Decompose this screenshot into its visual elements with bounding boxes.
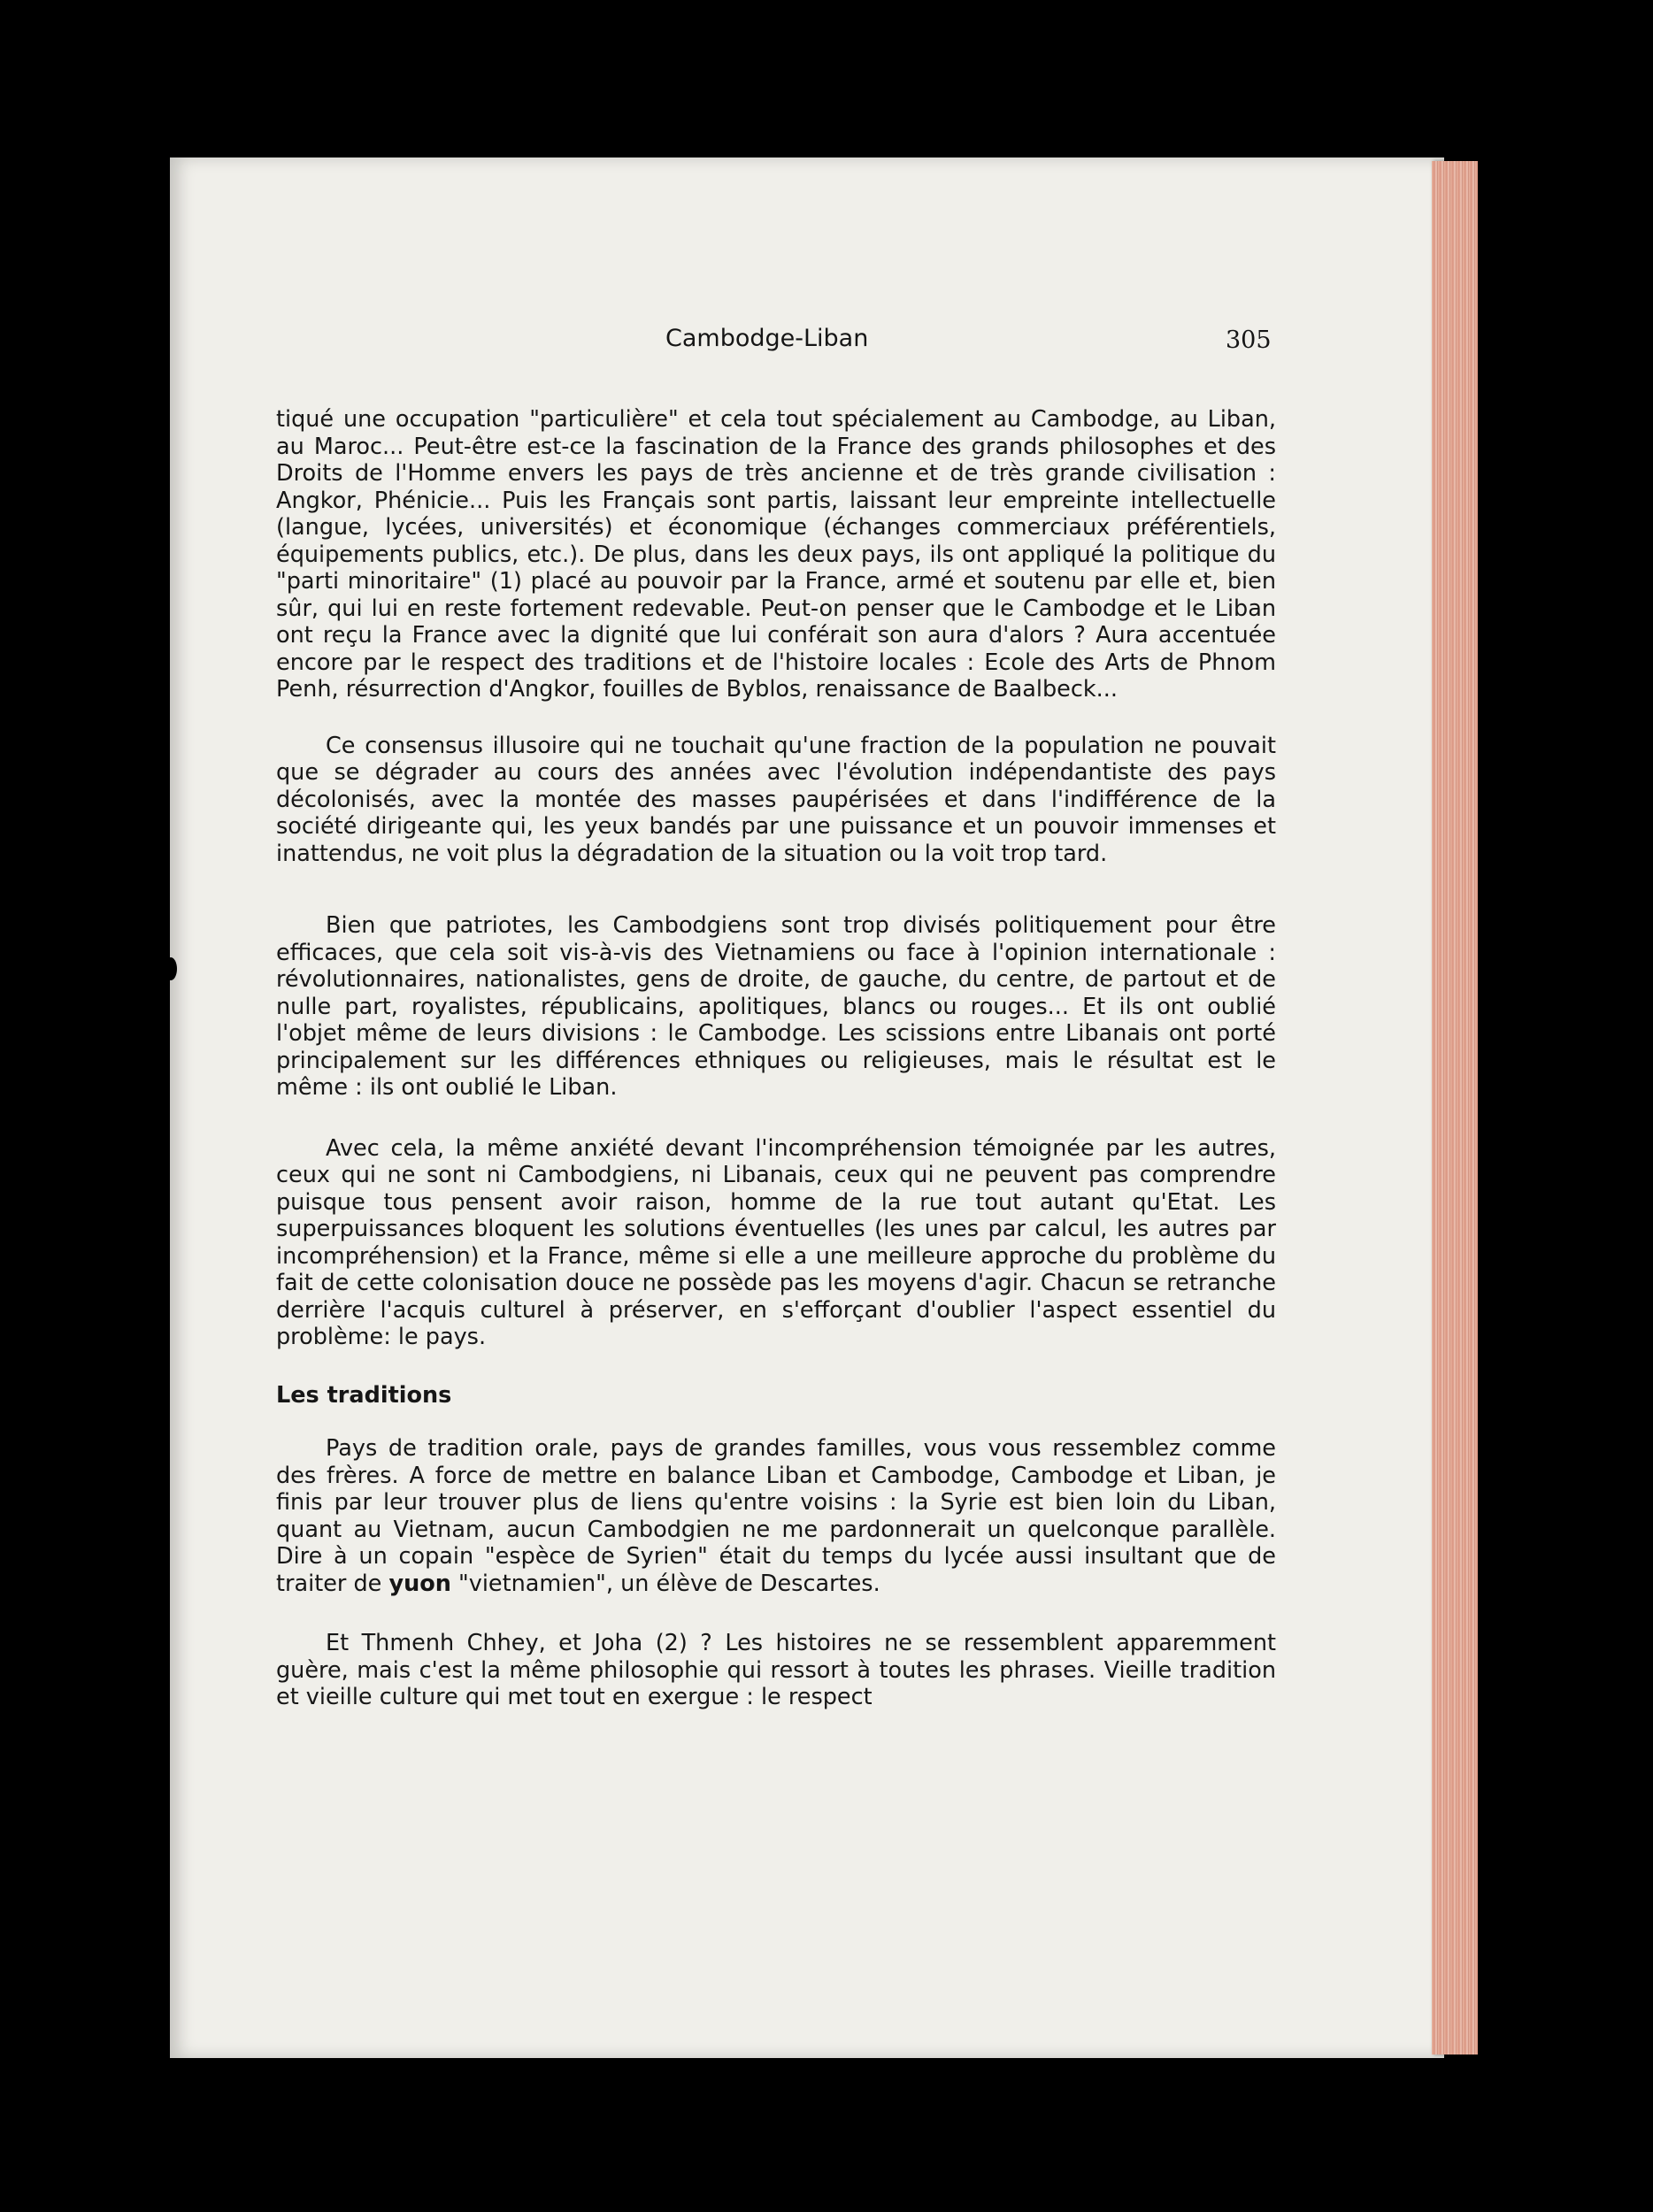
- section-heading: Les traditions: [276, 1381, 452, 1409]
- running-title: Cambodge-Liban: [665, 325, 869, 352]
- page-number: 305: [1226, 326, 1272, 354]
- paragraph-5-text-start: Pays de tradition orale, pays de grandes familles, vous vous ressemblez comme des frères. A force de mettre en balance Liban et Cambodge, Cambodge et Liban, je finis par leur trouver plus de liens qu'entre voisins : la Syrie est bien loin du Liban, quant au Vietnam, aucun Cambodgien ne me pardonnerait un quelconque parallèle. Dire à un copain "espèce de Syrien" était du temps du lycée aussi insultant que de traiter de: [276, 1435, 1276, 1597]
- paragraph-2: Ce consensus illusoire qui ne touchait qu'une fraction de la population ne pouvait que se dégrader au cours des années avec l'évolution indépendantiste des pays décolonisés, avec la montée des masses paupérisées et dans l'indifférence de la société dirigeante qui, les yeux bandés par une puissance et un pouvoir immenses et inattendus, ne voit plus la dégradation de la situation ou la voit trop tard.: [276, 732, 1276, 867]
- binding-hole: [165, 957, 177, 980]
- paragraph-5-text-end: "vietnamien", un élève de Descartes.: [450, 1570, 880, 1597]
- page-edges: [1432, 161, 1478, 2055]
- body-text: [276, 406, 1276, 1711]
- paragraph-1: tiqué une occupation "particulière" et cela tout spécialement au Cambodge, au Liban, au Maroc... Peut-être est-ce la fascination de la France des grands philosophes et des Droits de l'Homme envers les pays de très ancienne et de très grande civilisation : Angkor, Phénicie... Puis les Français sont partis, laissant leur empreinte intellectuelle (langue, lycées, universités) et économique (échanges commerciaux préférentiels, équipements publics, etc.). De plus, dans les deux pays, ils ont appliqué la politique du "parti minoritaire" (1) placé au pouvoir par la France, armé et soutenu par elle et, bien sûr, qui lui en reste fortement redevable. Peut-on penser que le Cambodge et le Liban ont reçu la France avec la dignité que lui conférait son aura d'alors ? Aura accentuée encore par le respect des traditions et de l'histoire locales : Ecole des Arts de Phnom Penh, résurrection d'Angkor, fouilles de Byblos, renaissance de Baalbeck...: [276, 406, 1276, 703]
- paragraph-5-bold-term: yuon: [388, 1570, 451, 1597]
- paragraph-4: Avec cela, la même anxiété devant l'incompréhension témoignée par les autres, ceux qui ne sont ni Cambodgiens, ni Libanais, ceux qui ne peuvent pas comprendre puisque tous pensent avoir raison, homme de la rue tout autant qu'Etat. Les superpuissances bloquent les solutions éventuelles (les unes par calcul, les autres par incompréhension) et la France, même si elle a une meilleure approche du problème du fait de cette colonisation douce ne possède pas les moyens d'agir. Chacun se retranche derrière l'acquis culturel à préserver, en s'efforçant d'oublier l'aspect essentiel du problème: le pays.: [276, 1134, 1276, 1350]
- paragraph-3: Bien que patriotes, les Cambodgiens sont trop divisés politiquement pour être efficaces, que cela soit vis-à-vis des Vietnamiens ou face à l'opinion internationale : révolutionnaires, nationalistes, gens de droite, de gauche, du centre, de partout et de nulle part, royalistes, républicains, apolitiques, blancs ou rouges... Et ils ont oublié l'objet même de leurs divisions : le Cambodge. Les scissions entre Libanais ont porté principalement sur les différences ethniques ou religieuses, mais le résultat est le même : ils ont oublié le Liban.: [276, 912, 1276, 1101]
- paragraph-6: Et Thmenh Chhey, et Joha (2) ? Les histoires ne se ressemblent apparemment guère, mais c'est la même philosophie qui ressort à toutes les phrases. Vieille tradition et vieille culture qui met tout en exergue : le respect: [276, 1630, 1276, 1710]
- page-header: [0, 325, 1653, 360]
- paragraph-5: [276, 1435, 1276, 1597]
